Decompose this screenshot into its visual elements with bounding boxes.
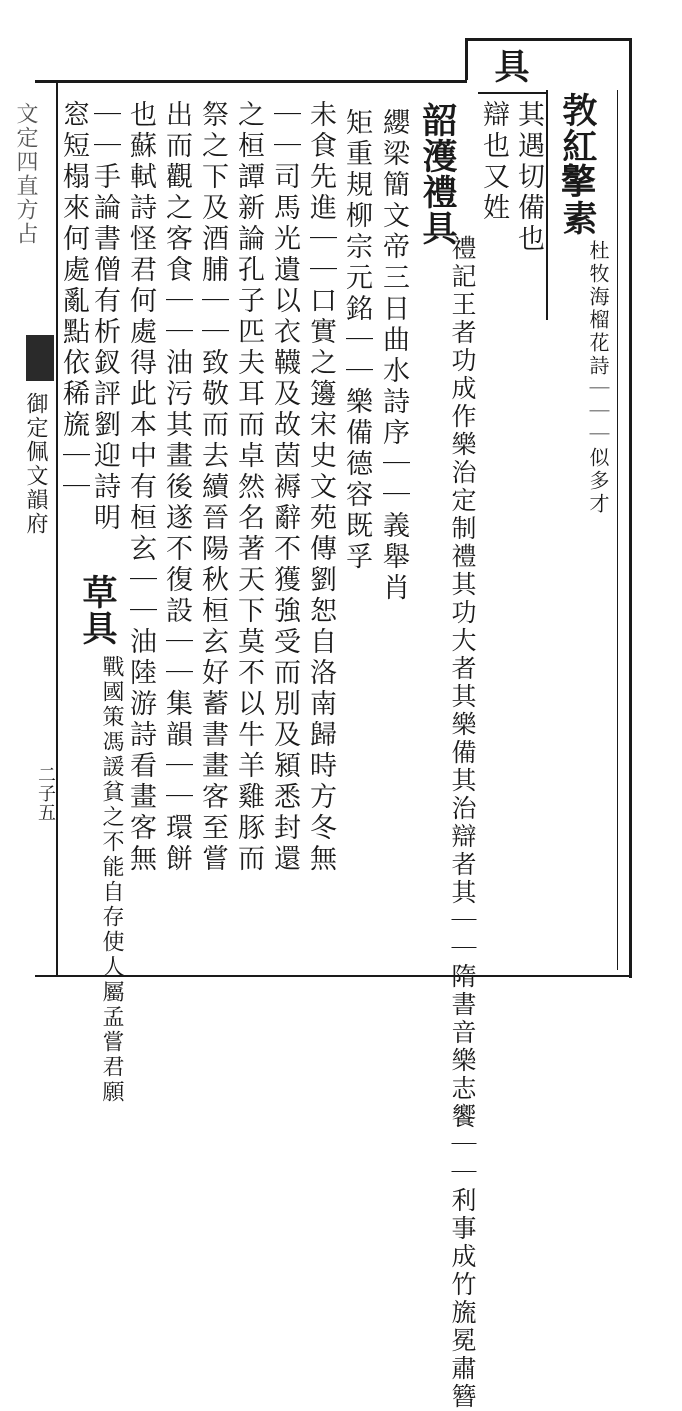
- frame-tab-left: [465, 38, 468, 80]
- entry-head-2: 韶濩禮具: [417, 102, 458, 246]
- text-column-11: 也蘇軾詩怪君何處得此本中有桓玄｜｜油陸游詩看畫客無: [125, 100, 156, 875]
- entry-note-3: 戰國策馮諼貧之不能自存使人屬孟嘗君願: [99, 655, 124, 1105]
- frame-right: [629, 38, 632, 978]
- frame-bottom: [35, 975, 632, 977]
- text-column-6: 未食先進｜｜口實之籩宋史文苑傳劉恕自洛南歸時方冬無: [305, 100, 336, 875]
- text-column-12: ｜｜手論書僧有析釵評劉迎詩明: [89, 100, 120, 534]
- text-column-8: 之桓譚新論孔子匹夫耳而卓然名著天下莫不以牛羊雞豚而: [233, 100, 264, 875]
- text-column-9: 祭之下及酒脯｜｜致敬而去續晉陽秋桓玄好蓄書畫客至嘗: [197, 100, 228, 875]
- fish-tail-mark: [26, 335, 54, 381]
- frame-inner-right: [617, 90, 618, 970]
- text-column-7: ｜｜司馬光遺以衣韈及故茵褥辭不獲強受而別及潁悉封還: [269, 100, 300, 875]
- tab-divider: [478, 92, 546, 94]
- entry-head-3: 草具: [77, 574, 118, 646]
- frame-top-left: [35, 80, 467, 83]
- entry-note-1: 杜牧海榴花詩｜｜｜似多才: [586, 240, 610, 516]
- header-tab-label: 具: [489, 48, 530, 84]
- entry-note-2: 禮記王者功成作樂治定制禮其功大者其樂備其治辯者其｜｜隋書音樂志饗｜｜利事成竹旒冕肅簪: [448, 235, 477, 1411]
- entry-head-1: 㪍紅𢶡素: [557, 92, 598, 236]
- frame-top-right: [465, 38, 632, 41]
- edge-label: 御定佩文韻府: [23, 392, 48, 536]
- text-column-4: 纓梁簡文帝三日曲水詩序｜｜義舉肖: [378, 108, 409, 604]
- header-tab-line-2: 辯也又姓: [478, 100, 509, 224]
- page-number: 二子五: [35, 765, 56, 822]
- text-column-13: 窓短榻來何處亂點依稀旒｜｜: [58, 100, 89, 503]
- edge-top-text: 文定四直方占: [13, 102, 38, 246]
- tab-separator: [546, 90, 548, 320]
- text-column-5: 矩重規柳宗元銘｜｜樂備德容既孚: [341, 108, 372, 573]
- header-tab-line-1: 其遇切備也: [513, 100, 544, 255]
- text-column-10: 出而觀之客食｜｜油污其畫後遂不復設｜｜集韻｜｜環餅: [161, 100, 192, 875]
- edge-strip: [8, 92, 56, 1022]
